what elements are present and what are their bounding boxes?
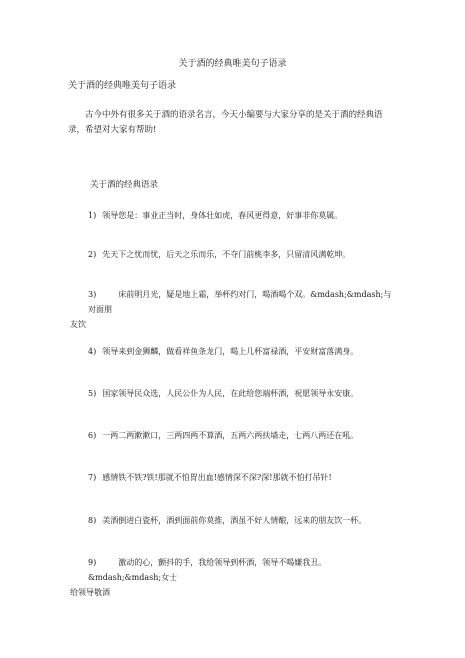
quote-text: 床前明月光，疑是地上霜，举杯约对门，喝酒喝个双。&mdash;&mdash;与对面朋 xyxy=(88,290,392,314)
quote-item xyxy=(88,470,398,485)
quote-number: 5) xyxy=(88,389,97,398)
quote-number: 9) xyxy=(88,558,97,567)
section-heading: 关于酒的经典语录 xyxy=(90,180,159,190)
quote-item xyxy=(70,287,398,332)
quote-continuation: 给领导敬酒 xyxy=(70,588,110,597)
quote-item xyxy=(88,247,398,262)
quote-item xyxy=(88,208,398,223)
quote-item xyxy=(88,344,398,359)
quote-number: 6) xyxy=(88,431,97,440)
quote-number: 7) xyxy=(88,473,97,482)
document-subtitle: 关于酒的经典唯美句子语录 xyxy=(68,81,177,91)
quote-number: 8) xyxy=(88,516,97,525)
quote-continuation: 友饮 xyxy=(70,320,86,329)
quote-text: 国家领导民众选，人民公仆为人民，在此给您端杯酒，祝愿领导永安康。 xyxy=(102,389,359,398)
quote-item xyxy=(88,513,398,528)
intro-paragraph: 古今中外有很多关于酒的语录名言，今天小编要与大家分享的是关于酒的经典语录，希望对大家有帮助! xyxy=(68,110,383,135)
quote-text: 先天下之忧而忧，后天之乐而乐，不夺门前桃李多，只留清风满乾坤。 xyxy=(102,250,351,259)
quote-text: 美酒倒进白瓷杯，酒到面前你莫推，酒虽不好人情酿，远来的朋友饮一杯。 xyxy=(102,516,367,525)
quote-number: 4) xyxy=(88,347,97,356)
quote-number: 1) xyxy=(88,211,97,220)
quote-text: 领导来到金狮麟，做看祥鱼条龙门，喝上几杯富禄酒，平安财富落满身。 xyxy=(102,347,359,356)
quote-text: 激动的心，颤抖的手，我给领导到杯酒，领导不喝嫌我丑。&mdash;&mdash;女士 xyxy=(88,558,327,582)
quote-item xyxy=(88,386,398,401)
quote-text: 领导您是：事业正当时，身体壮如虎，春风更得意，好事非你莫属。 xyxy=(102,211,343,220)
quote-item xyxy=(70,555,398,600)
quote-number: 3) xyxy=(88,290,97,299)
quote-number: 2) xyxy=(88,250,97,259)
quote-item xyxy=(88,428,398,443)
quote-text: 感情铁不铁?铁!那就不怕胃出血!感情深不深?深!那就不怕打吊针! xyxy=(102,473,332,482)
quote-text: 一两二两漱漱口，三两四两不算酒，五两六两扶墙走，七两八两还在吼。 xyxy=(102,431,359,440)
document-title: 关于酒的经典唯美句子语录 xyxy=(178,59,287,69)
